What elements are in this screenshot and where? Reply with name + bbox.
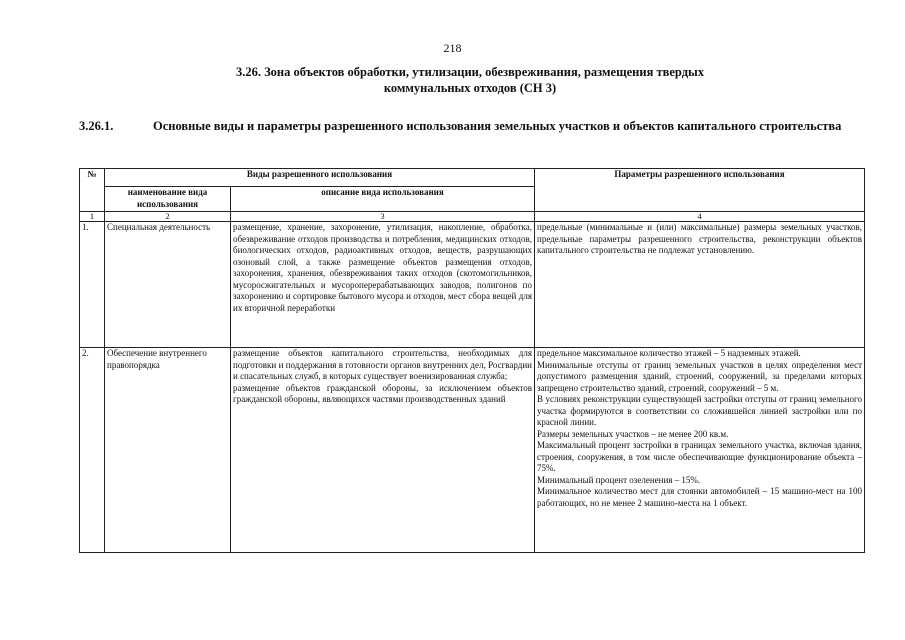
row-use-name: Обеспечение внутреннего правопорядка (105, 348, 231, 553)
subsection-number: 3.26.1. (79, 119, 114, 133)
header-use-name: наименование вида использования (105, 187, 231, 212)
header-number: № (80, 169, 105, 212)
usage-table (79, 168, 865, 553)
table-row (80, 348, 865, 553)
params-paragraph: В условиях реконструкции существующей застройки отступы от границ земельного участка формируются в соответствии со сложившейся линией застройки или по красной линии. (537, 394, 862, 427)
description-paragraph: размещение объектов гражданской обороны, за исключением объектов гражданской обороны, являющихся частями производственных зданий (233, 382, 532, 404)
params-paragraph: предельные (минимальные и (или) максимальные) размеры земельных участков, предельные параметры разрешенного строительства, реконструкции объектов капитального строительства не подлежат установлению. (537, 222, 862, 255)
index-cell-1: 1 (80, 212, 105, 222)
index-cell-4: 4 (535, 212, 865, 222)
params-paragraph: Минимальные отступы от границ земельных участков в целях определения мест допустимого размещения зданий, строений, сооружений, за пределами которых запрещено строительство зданий, строений, сооружений – 5 м. (537, 359, 862, 393)
row-use-description (231, 222, 535, 348)
row-params (535, 222, 865, 348)
header-uses-group: Виды разрешенного использования (105, 169, 535, 187)
subsection-heading (79, 119, 860, 134)
index-cell-2: 2 (105, 212, 231, 222)
params-paragraph: Размеры земельных участков – не менее 200 кв.м. (537, 428, 729, 439)
description-paragraph: размещение объектов капитального строительства, необходимых для подготовки и поддержания в готовности органов внутренних дел, Росгвардии и спасательных служб, в которых существует военизированная служба; (233, 348, 532, 381)
row-number: 1. (80, 222, 105, 348)
params-paragraph: Минимальный процент озеленения – 15%. (537, 474, 701, 485)
row-use-name: Специальная деятельность (105, 222, 231, 348)
row-use-description (231, 348, 535, 553)
row-params (535, 348, 865, 553)
page-number: 218 (443, 41, 462, 55)
subsection-title: Основные виды и параметры разрешенного использования земельных участков и объектов капитального строительства (153, 119, 842, 133)
row-number: 2. (80, 348, 105, 553)
section-heading-line-2: коммунальных отходов (СН 3) (383, 81, 557, 95)
header-params: Параметры разрешенного использования (535, 169, 865, 212)
section-heading-line-1: 3.26. Зона объектов обработки, утилизации, обезвреживания, размещения твердых (235, 65, 705, 79)
params-paragraph: предельное максимальное количество этажей – 5 надземных этажей. (537, 348, 801, 358)
params-paragraph: Минимальное количество мест для стоянки автомобилей – 15 машино-мест на 100 работающих, но не менее 2 машино-места на 1 объект. (537, 486, 862, 508)
table-row (80, 222, 865, 348)
description-paragraph: размещение, хранение, захоронение, утилизация, накопление, обработка, обезвреживание отходов производства и потребления, медицинских отходов, биологических отходов, радиоактивных отходов, веществ, разрушающих озоновый слой, а также размещение объектов размещения отходов, захоронения, хранения, обезвреживания таких отходов (скотомогильников, мусоросжигательных и мусороперерабатывающих заводов, полигонов по захоронению и сортировке бытового мусора и отходов, мест сбора вещей для их вторичной переработки (233, 222, 532, 313)
section-heading (100, 64, 840, 96)
header-use-description: описание вида использования (231, 187, 535, 212)
params-paragraph: Максимальный процент застройки в границах земельного участка, включая здания, строения, сооружения, в том числе обеспечивающие функционирование объекта – 75%. (537, 440, 862, 473)
index-cell-3: 3 (231, 212, 535, 222)
